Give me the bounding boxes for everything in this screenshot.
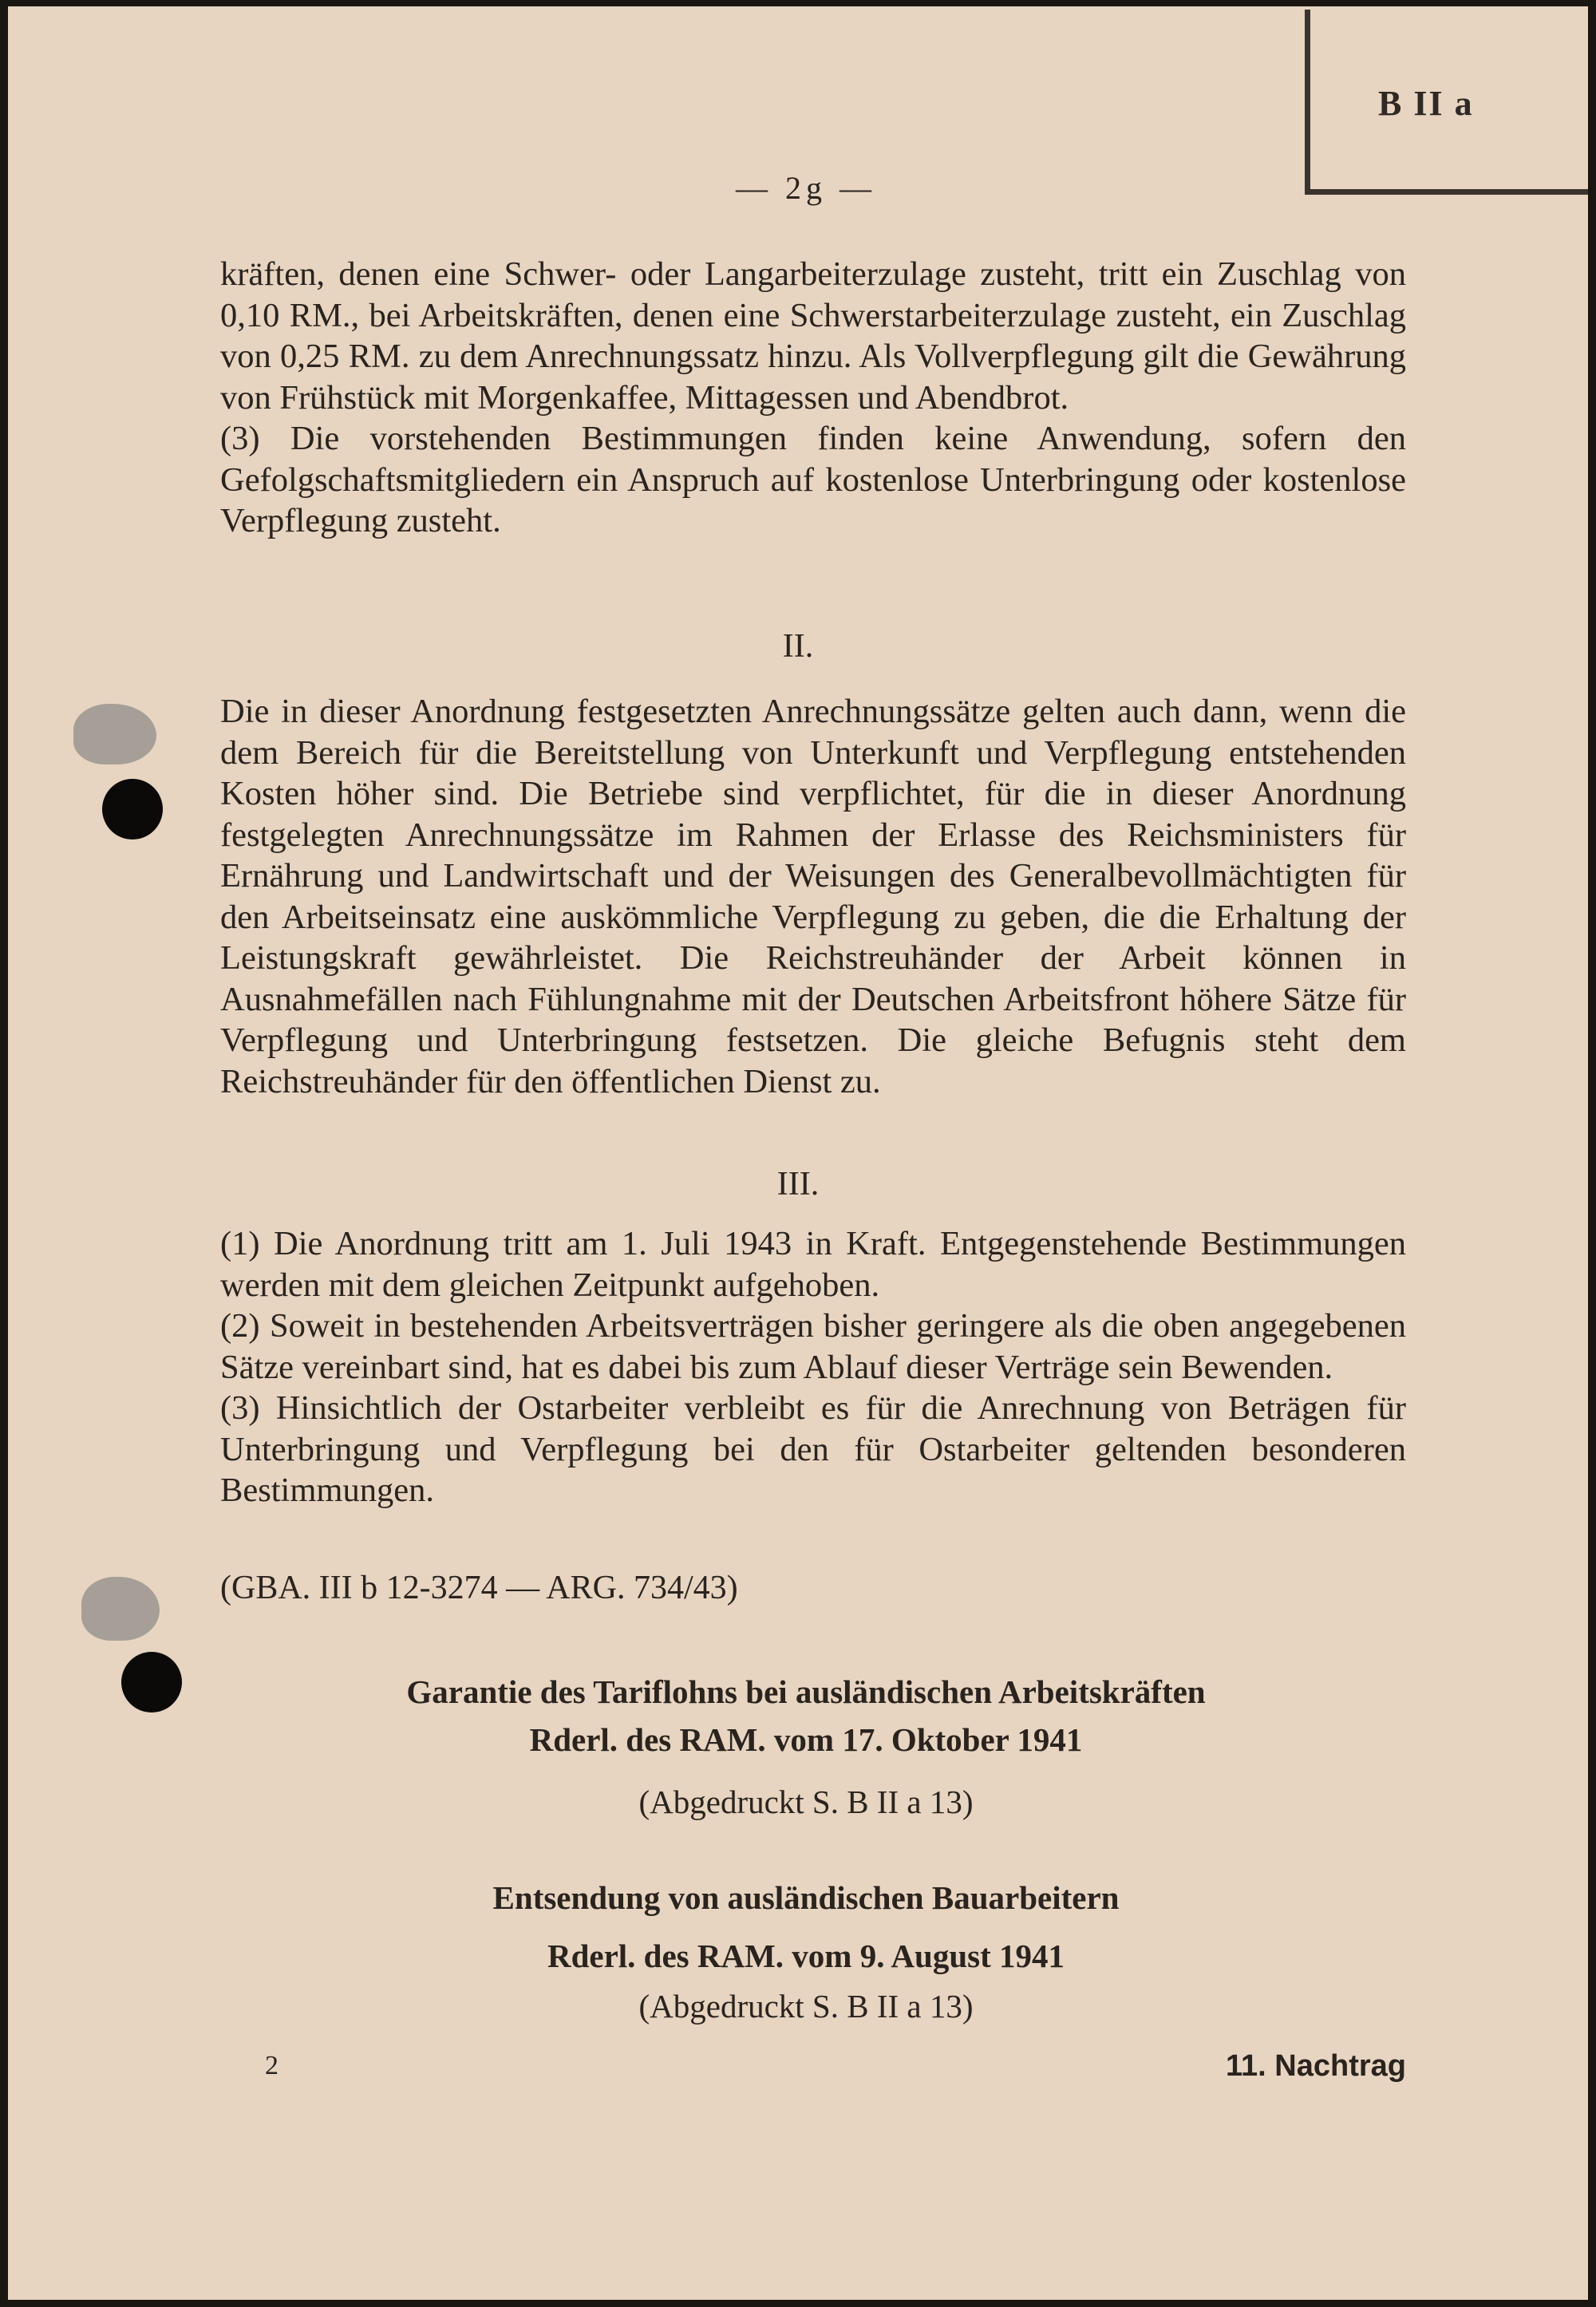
corner-index-box [1305,10,1588,195]
section-number-2: II. [782,628,814,665]
punch-hole [121,1652,182,1712]
heading-1-title: Garantie des Tariflohns bei ausländischen Arbeitskräften [406,1673,1206,1710]
punch-hole [102,779,163,839]
text-block-continuation [220,254,1406,542]
paragraph: (2) Soweit in bestehenden Arbeitsverträgen bisher geringere als die oben angegebenen Sätze vereinbart sind, hat es dabei bis zum Ablauf dieser Verträge sein Bewenden. [220,1307,1406,1386]
heading-1-note: (Abgedruckt S. B II a 13) [638,1784,974,1820]
paragraph: Die in dieser Anordnung festgesetzten Anrechnungssätze gelten auch dann, wenn die dem Bereich für die Bereitstellung von Unterkunft und Verpflegung entstehenden Kosten höher sind. Die Betriebe sind verpflichtet, für die in dieser Anordnung festgelegten Anrechnungssätze im Rahmen der Erlasse des Reichsministers für Ernährung und Landwirtschaft und der Weisungen des Generalbevollmächtigten für den Arbeitseinsatz eine auskömmliche Verpflegung zu geben, die die Erhaltung der Leistungskraft gewährleistet. Die Reichstreuhänder der Arbeit können in Ausnahmefällen nach Fühlungnahme mit der Deutschen Arbeitsfront höhere Sätze für Verpflegung und Unterbringung festsetzen. Die gleiche Befugnis steht dem Reichstreuhänder für den öffentlichen Dienst zu. [220,693,1406,1100]
reference-citation: (GBA. III b 12-3274 — ARG. 734/43) [220,1570,738,1606]
paragraph: (1) Die Anordnung tritt am 1. Juli 1943 in Kraft. Entgegenstehende Bestimmungen werden mit dem gleichen Zeitpunkt aufgehoben. [220,1225,1406,1304]
heading-2-title: Entsendung von ausländischen Bauarbeitern [492,1879,1120,1916]
heading-2-note: (Abgedruckt S. B II a 13) [638,1988,974,2025]
text-block-section-2 [220,691,1406,1102]
page-number: — 2g — [736,170,876,206]
corner-label: B II a [1378,84,1474,123]
paragraph: (3) Hinsichtlich der Ostarbeiter verbleibt es für die Anrechnung von Beträgen für Unterbringung und Verpflegung bei den für Ostarbeiter geltenden besonderen Bestimmungen. [220,1389,1406,1509]
text-block-section-3 [220,1223,1406,1511]
footer-page-number: 2 [265,2051,279,2080]
section-number-3: III. [776,1166,820,1203]
paper-stain [73,704,156,764]
heading-1-subtitle: Rderl. des RAM. vom 17. Oktober 1941 [529,1721,1083,1758]
paragraph: kräften, denen eine Schwer- oder Langarbeiterzulage zusteht, tritt ein Zuschlag von 0,10 RM., bei Arbeitskräften, denen eine Schwerstarbeiterzulage zusteht, ein Zuschlag von 0,25 RM. zu dem Anrechnungssatz hinzu. Als Vollverpflegung gilt die Gewährung von Frühstück mit Morgenkaffee, Mittagessen und Abendbrot. [220,255,1406,417]
footer-supplement-label: 11. Nachtrag [1226,2049,1406,2083]
heading-2-subtitle: Rderl. des RAM. vom 9. August 1941 [547,1938,1065,1974]
document-page [8,6,1588,2300]
paper-stain [81,1577,160,1641]
paragraph: (3) Die vorstehenden Bestimmungen finden keine Anwendung, sofern den Gefolgschaftsmitgliedern ein Anspruch auf kostenlose Unterbringung oder kostenlose Verpflegung zusteht. [220,420,1406,539]
